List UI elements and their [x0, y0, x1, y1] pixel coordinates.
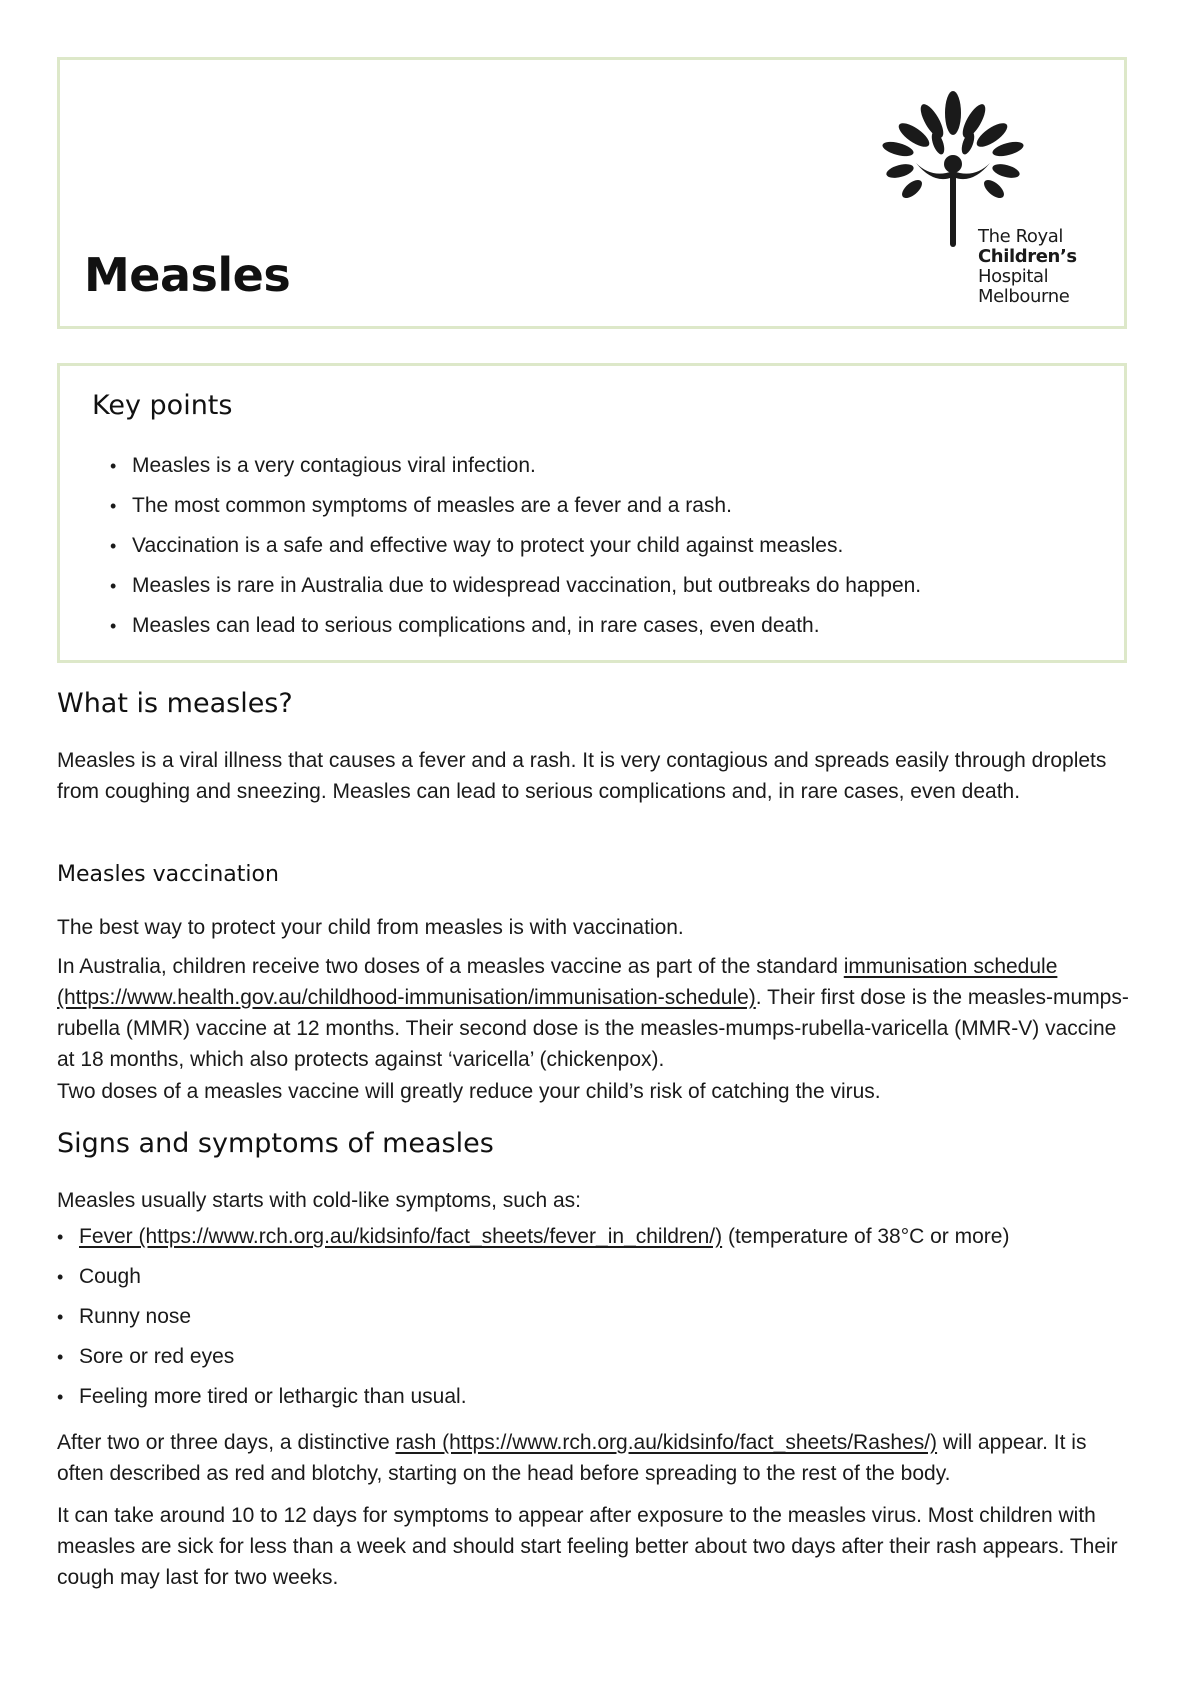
signs-symptoms-heading: Signs and symptoms of measles — [57, 1128, 494, 1159]
vaccination-para-2 — [57, 951, 1137, 1075]
key-points-list — [110, 446, 921, 646]
logo-wordmark — [978, 227, 1077, 307]
key-points-title: Key points — [92, 390, 233, 421]
list-item: • Runny nose — [57, 1297, 1009, 1337]
logo-line-2: Children’s — [978, 246, 1077, 267]
incubation-paragraph: It can take around 10 to 12 days for symptoms to appear after exposure to the measles virus. Most children with measles are sick for less than a week and should start feeling better about two days after their rash appears. Their cough may last for two weeks. — [57, 1504, 1118, 1589]
what-is-measles-heading: What is measles? — [57, 688, 293, 719]
vaccination-para-1: The best way to protect your child from measles is with vaccination. — [57, 916, 684, 939]
vaccination-para-2-tail: . Their first dose is the measles-mumps-rubella (MMR) vaccine at 12 months. Their second dose is the measles-mumps-rubella-varicella (MMR-V) vaccine at 18 months, which also protects against ‘varicella’ (chickenpox). — [57, 986, 1129, 1071]
what-is-measles-text: Measles is a viral illness that causes a fever and a rash. It is very contagious and spreads easily through droplets from coughing and sneezing. Measles can lead to serious complications and, in rare cases, even death. — [57, 749, 1107, 803]
list-item: • The most common symptoms of measles are a fever and a rash. — [110, 486, 921, 526]
key-points-box — [57, 363, 1127, 663]
title-banner — [57, 57, 1127, 329]
fever-link[interactable]: Fever (https://www.rch.org.au/kidsinfo/fact_sheets/fever_in_children/) — [79, 1225, 723, 1248]
rash-para-tail: will appear. It is often described as red and blotchy, starting on the head before spreading to the rest of the body. — [57, 1431, 1087, 1485]
rash-paragraph — [57, 1427, 1137, 1489]
vaccination-para-3: Two doses of a measles vaccine will greatly reduce your child’s risk of catching the virus. — [57, 1080, 881, 1103]
list-item: • Sore or red eyes — [57, 1337, 1009, 1377]
logo-line-3: Hospital — [978, 266, 1049, 287]
list-item: • Vaccination is a safe and effective way to protect your child against measles. — [110, 526, 921, 566]
list-item: • Feeling more tired or lethargic than usual. — [57, 1377, 1009, 1417]
rash-para-lead: After two or three days, a distinctive — [57, 1431, 396, 1454]
list-item — [57, 1217, 1009, 1257]
symptoms-list — [57, 1217, 1009, 1417]
page-title: Measles — [84, 248, 291, 302]
list-item: • Measles can lead to serious complications and, in rare cases, even death. — [110, 606, 921, 646]
list-item: • Measles is rare in Australia due to widespread vaccination, but outbreaks do happen. — [110, 566, 921, 606]
vaccination-para-2-lead: In Australia, children receive two doses of a measles vaccine as part of the standard — [57, 955, 844, 978]
list-item: • Measles is a very contagious viral infection. — [110, 446, 921, 486]
symptoms-intro: Measles usually starts with cold-like symptoms, such as: — [57, 1189, 582, 1212]
immunisation-schedule-link[interactable]: immunisation schedule (https://www.health.gov.au/childhood-immunisation/immunisation-schedule) — [57, 955, 1058, 1009]
fever-note: (temperature of 38°C or more) — [722, 1225, 1010, 1248]
list-item: • Cough — [57, 1257, 1009, 1297]
logo-line-1: The Royal — [978, 226, 1063, 247]
rash-link[interactable]: rash (https://www.rch.org.au/kidsinfo/fact_sheets/Rashes/) — [395, 1431, 938, 1454]
logo-line-4: Melbourne — [978, 286, 1070, 307]
vaccination-heading: Measles vaccination — [57, 862, 279, 887]
